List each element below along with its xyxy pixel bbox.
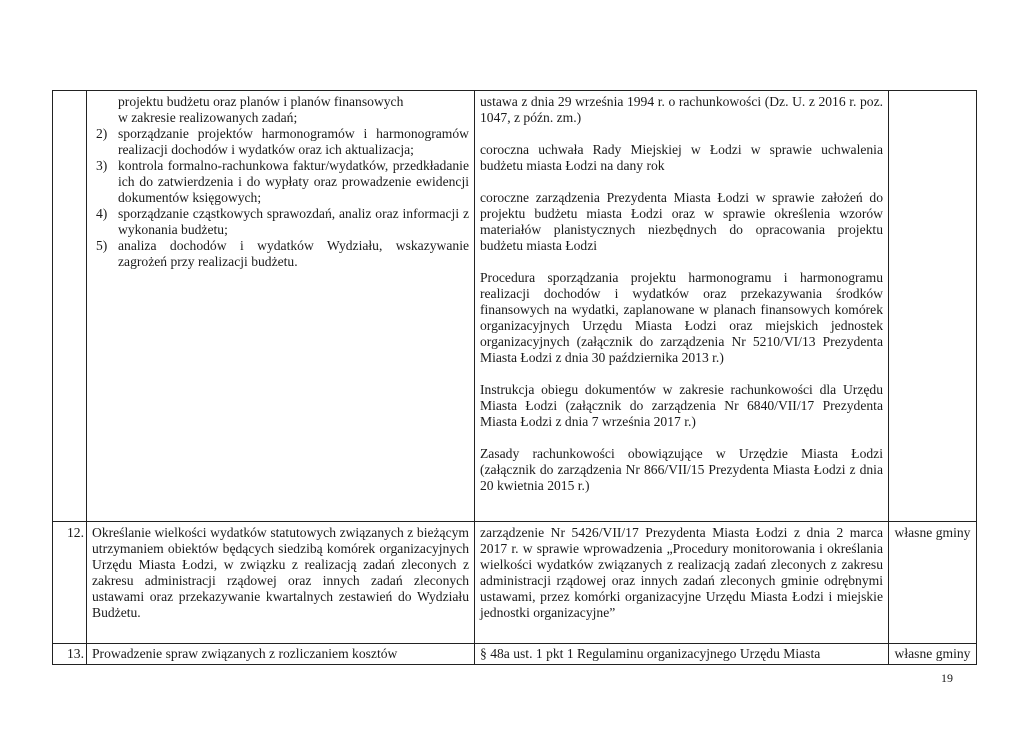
row-number: 13. — [53, 644, 87, 665]
task-description: Określanie wielkości wydatków statutowych związanych z bieżącym utrzymaniem obiektów będących siedzibą komórek organizacyjnych Urzędu Miasta Łodzi, w związku z realizacją zadań zleconych z zakresu administracji rządowej oraz innych zadań zleconych ustawami oraz przekazywanie kwartalnych zestawień do Wydziału Budżetu. — [87, 522, 475, 644]
list-marker: 4) — [96, 206, 108, 221]
page-number: 19 — [941, 671, 953, 685]
tasks-table — [52, 90, 977, 665]
list-marker: 5) — [96, 238, 108, 253]
table-row — [53, 644, 977, 665]
list-marker: 3) — [96, 158, 108, 173]
list-item — [92, 158, 469, 206]
list-item — [92, 206, 469, 238]
row-number-cell — [53, 91, 87, 522]
legal-basis-cell — [475, 91, 889, 522]
legal-basis-item: Instrukcja obiegu dokumentów w zakresie rachunkowości dla Urzędu Miasta Łodzi (załącznik do zarządzenia Nr 6840/VII/17 Prezydenta Miasta Łodzi z dnia 7 września 2017 r.) — [480, 382, 883, 429]
task-intro-line: w zakresie realizowanych zadań; — [118, 110, 298, 125]
legal-basis: § 48a ust. 1 pkt 1 Regulaminu organizacyjnego Urzędu Miasta — [475, 644, 889, 665]
task-list — [92, 126, 469, 270]
list-item — [92, 238, 469, 270]
list-item-text: sporządzanie projektów harmonogramów i harmonogramów realizacji dochodów i wydatków oraz ich aktualizacja; — [118, 126, 469, 157]
legal-basis-item: Procedura sporządzania projektu harmonogramu i harmonogramu realizacji dochodów i wydatków oraz przekazywania środków finansowych na wydatki, zaplanowane w planach finansowych komórek organizacyjnych Urzędu Miasta Łodzi oraz miejskich jednostek organizacyjnych (załącznik do zarządzenia Nr 5210/VI/13 Prezydenta Miasta Łodzi z dnia 30 października 2013 r.) — [480, 270, 883, 365]
table-row — [53, 91, 977, 522]
list-item-text: sporządzanie cząstkowych sprawozdań, analiz oraz informacji z wykonania budżetu; — [118, 206, 469, 237]
task-intro-line: projektu budżetu oraz planów i planów finansowych — [118, 94, 404, 109]
list-item-text: analiza dochodów i wydatków Wydziału, wskazywanie zagrożeń przy realizacji budżetu. — [118, 238, 469, 269]
task-source: własne gminy — [889, 644, 977, 665]
legal-basis-item: coroczna uchwała Rady Miejskiej w Łodzi w sprawie uchwalenia budżetu miasta Łodzi na dany rok — [480, 142, 883, 173]
task-source-cell — [889, 91, 977, 522]
legal-basis: zarządzenie Nr 5426/VII/17 Prezydenta Miasta Łodzi z dnia 2 marca 2017 r. w sprawie wprowadzenia „Procedury monitorowania i określania wielkości wydatków związanych z realizacją zadań zleconych z zakresu administracji rządowej oraz innych zadań zleconych gminie odrębnymi ustawami, przez komórki organizacyjne Urzędu Miasta Łodzi i miejskie jednostki organizacyjne” — [475, 522, 889, 644]
list-item — [92, 126, 469, 158]
row-number: 12. — [53, 522, 87, 644]
list-item-text: kontrola formalno-rachunkowa faktur/wydatków, przedkładanie ich do zatwierdzenia i do wypłaty oraz prowadzenie ewidencji dokumentów księgowych; — [118, 158, 469, 205]
table-row — [53, 522, 977, 644]
legal-basis-item: Zasady rachunkowości obowiązujące w Urzędzie Miasta Łodzi (załącznik do zarządzenia Nr 866/VII/15 Prezydenta Miasta Łodzi z dnia 20 kwietnia 2015 r.) — [480, 446, 883, 493]
list-marker: 2) — [96, 126, 108, 141]
task-description: Prowadzenie spraw związanych z rozliczaniem kosztów — [87, 644, 475, 665]
task-source: własne gminy — [889, 522, 977, 644]
legal-basis-item: coroczne zarządzenia Prezydenta Miasta Łodzi w sprawie założeń do projektu budżetu miasta Łodzi oraz w sprawie określenia wzorów materiałów planistycznych niezbędnych do opracowania projektu budżetu miasta Łodzi — [480, 190, 883, 253]
legal-basis-item: ustawa z dnia 29 września 1994 r. o rachunkowości (Dz. U. z 2016 r. poz. 1047, z późn. zm.) — [480, 94, 883, 125]
task-description-cell — [87, 91, 475, 522]
